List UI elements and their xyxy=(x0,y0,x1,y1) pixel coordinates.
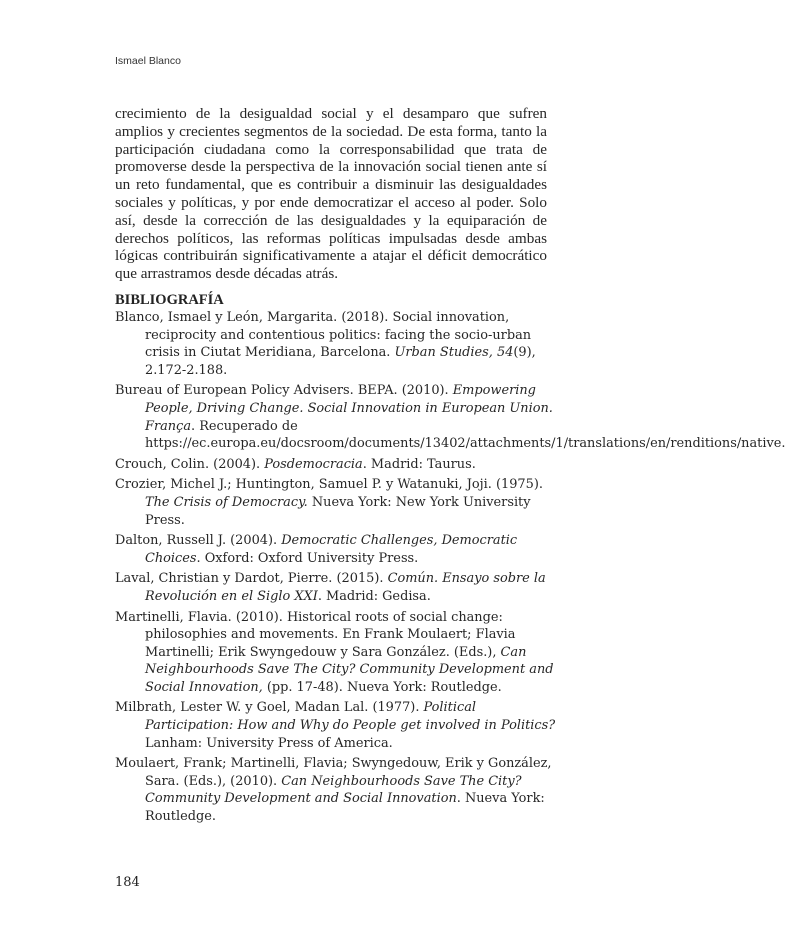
bibliography-list xyxy=(115,309,785,829)
bibliography-entry-dalton: Dalton, Russell J. (2004). Democratic Challenges, Democratic Choices. Oxford: Oxford University Press. xyxy=(115,533,518,566)
body-paragraph: crecimiento de la desigualdad social y el desamparo que sufren amplios y crecientes segmentos de la sociedad. De esta forma, tanto la participación ciudadana como la corresponsabilidad que trata de promoverse desde la perspectiva de la innovación social tienen ante sí un reto fundamental, que es contribuir a disminuir las desigualdades sociales y políticas, y por ende democratizar el acceso al poder. Solo así, desde la corrección de las desigualdades y la equiparación de derechos políticos, las reformas políticas impulsadas desde ambas lógicas contribuirán significativamente a atajar el déficit democrático que arrastramos desde décadas atrás. xyxy=(115,105,547,283)
bibliography-entry-crozier: Crozier, Michel J.; Huntington, Samuel P. y Watanuki, Joji. (1975). The Crisis of Democracy. Nueva York: New York University Press. xyxy=(115,477,543,528)
bibliography-entry-blanco: Blanco, Ismael y León, Margarita. (2018). Social innovation, reciprocity and contentious politics: facing the socio-urban crisis in Ciutat Meridiana, Barcelona. Urban Studies, 54(9), 2.172-2.188. xyxy=(115,310,536,378)
bibliography-entry-laval: Laval, Christian y Dardot, Pierre. (2015). Común. Ensayo sobre la Revolución en el Siglo XXI. Madrid: Gedisa. xyxy=(115,571,546,604)
page-number: 184 xyxy=(115,875,140,890)
running-header-author: Ismael Blanco xyxy=(115,55,181,67)
bibliography-entry-moulaert: Moulaert, Frank; Martinelli, Flavia; Swyngedouw, Erik y González, Sara. (Eds.), (2010). Can Neighbourhoods Save The City? Community Development and Social Innovation. Nueva York: Routledge. xyxy=(115,756,552,825)
bibliography-entry-milbrath: Milbrath, Lester W. y Goel, Madan Lal. (1977). Political Participation: How and Why do People get involved in Politics? Lanham: University Press of America. xyxy=(115,700,556,751)
bibliography-entry-crouch: Crouch, Colin. (2004). Posdemocracia. Madrid: Taurus. xyxy=(115,456,476,472)
bibliography-entry-martinelli: Martinelli, Flavia. (2010). Historical roots of social change: philosophies and movements. En Frank Moulaert; Flavia Martinelli; Erik Swyngedouw y Sara González. (Eds.), Can Neighbourhoods Save The City? Community Development and Social Innovation, (pp. 17-48). Nueva York: Routledge. xyxy=(115,609,554,695)
bibliography-entry-bepa: Bureau of European Policy Advisers. BEPA. (2010). Empowering People, Driving Change. Social Innovation in European Union. França. Recuperado de https://ec.europa.eu/docsroom/documents/13402/attachments/1/translations/en/renditions/native. xyxy=(115,383,785,452)
bibliography-heading: BIBLIOGRAFÍA xyxy=(115,292,224,308)
